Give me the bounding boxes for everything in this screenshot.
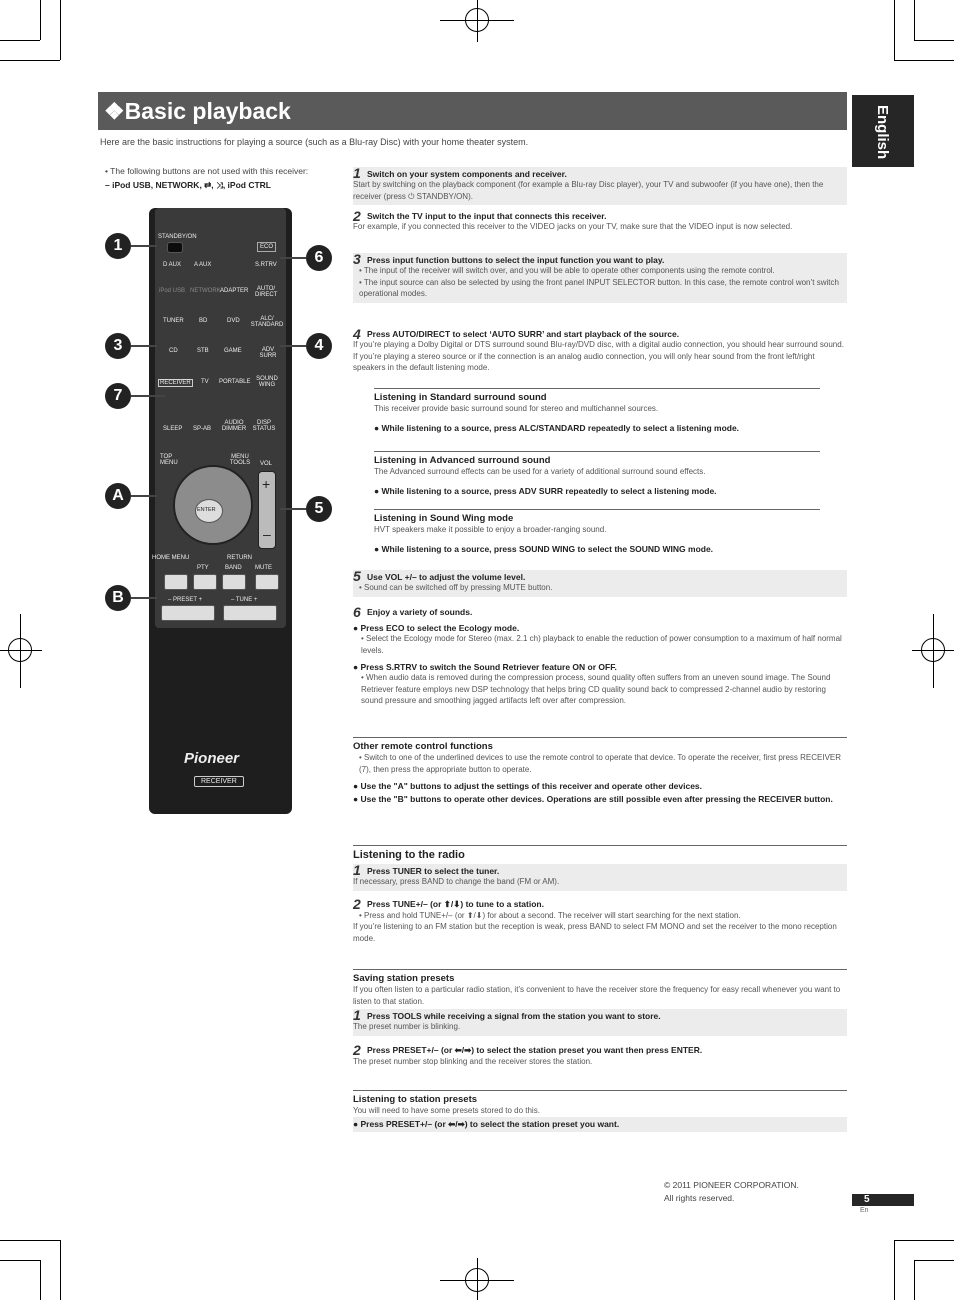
step-6: 6 Enjoy a variety of sounds. ● Press ECO to select the Ecology mode. • Select the Ecology mode for Stereo (max. 2.1 ch) playback to enable the reduction of power consumption to a maximum of half normal levels. ● Press S.RTRV to switch the Sound Retriever feature ON or OFF. • When audio data is removed during the compression process, sound quality often suffers from an uneven sound image. The Sound Retriever feature employs new DSP technology that helps bring CD quality sound back to compressed 2-channel audio by restoring sound pressure and smoothing jagged artifacts left over after compression. <box>353 604 842 705</box>
receiver-badge: RECEIVER <box>194 776 244 787</box>
step-2: 2 Switch the TV input to the input that connects this receiver. For example, if you connected this receiver to the VIDEO jacks on your TV, make sure that the VIDEO input is now selected. <box>353 208 793 231</box>
language-tab: English <box>852 95 914 167</box>
preset-label: – PRESET + <box>168 597 203 603</box>
registration-mark <box>477 0 478 42</box>
callout-line <box>131 495 157 497</box>
bd-label: BD <box>199 318 208 324</box>
registration-mark <box>477 1258 478 1300</box>
note: • The following buttons are not used with this receiver: – iPod USB, NETWORK, ⇄, ⤨, iPod CTRL <box>105 166 309 190</box>
callout-line <box>131 345 157 347</box>
callout-1: 1 <box>105 233 131 259</box>
crop-mark <box>40 1260 41 1300</box>
game-label: GAME <box>224 348 242 354</box>
tuner-label: TUNER <box>163 318 184 324</box>
mode-standard: Listening in Standard surround sound This receiver provide basic surround sound for stereo and multichannel sources. ● While listening to a source, press ALC/STANDARD repeatedly to select a listening mode. <box>374 388 820 433</box>
pause-button <box>164 574 188 590</box>
tune-label: – TUNE + <box>231 597 258 603</box>
callout-5: 5 <box>306 496 332 522</box>
other-functions: Other remote control functions • Switch to one of the underlined devices to use the remote control to operate that device. To operate the receiver, first press RECEIVER (7), then press the appropriate button to operate. ● Use the "A" buttons to adjust the settings of this receiver and operate other devices. ● Use the "B" buttons to operate other devices. Operations are still possible even after pressing the RECEIVER button. <box>353 737 847 804</box>
crop-mark <box>0 40 40 41</box>
callout-line <box>280 345 306 347</box>
stb-label: STB <box>197 348 209 354</box>
topmenu-label: TOP MENU <box>160 454 178 466</box>
crop-mark <box>0 60 60 61</box>
receiver-label: RECEIVER <box>160 380 191 386</box>
cd-label: CD <box>169 348 178 354</box>
callout-a: A <box>105 483 131 509</box>
crop-mark <box>0 1260 40 1261</box>
alc-label: ALC/ STANDARD <box>250 316 284 328</box>
spab-label: SP-AB <box>193 426 212 432</box>
standby-button <box>167 242 183 253</box>
step-4: 4 Press AUTO/DIRECT to select ‘AUTO SURR’ and start playback of the source. If you’re playing a Dolby Digital or DTS surround sound Blu-ray/DVD disc, with a digital audio connection, you should hear surround sound. If you’re playing a stereo source or if the connection is an analog audio connection, you will only hear sound from the front left/right speakers in the default listening mode. <box>353 326 844 372</box>
advsurr-label: ADV SURR <box>259 347 277 359</box>
aaux-label: A AUX <box>194 262 212 268</box>
callout-b: B <box>105 585 131 611</box>
pty-label: PTY <box>197 565 209 571</box>
mode-soundwing: Listening in Sound Wing mode HVT speakers make it possible to enjoy a broader-ranging sound. ● While listening to a source, press SOUND WING to select the SOUND WING mode. <box>374 509 820 554</box>
menutools-label: MENU TOOLS <box>229 454 251 466</box>
callout-4: 4 <box>306 333 332 359</box>
homemenu-label: HOME MENU <box>152 555 190 561</box>
crop-mark <box>894 60 954 61</box>
registration-mark <box>933 614 934 688</box>
daux-label: D AUX <box>163 262 182 268</box>
callout-line <box>131 395 165 397</box>
band-label: BAND <box>225 565 242 571</box>
registration-mark <box>0 650 42 651</box>
crop-mark <box>914 1260 915 1300</box>
page-title: ❖Basic playback <box>98 92 847 130</box>
stop-button <box>193 574 217 590</box>
mode-advanced: Listening in Advanced surround sound The Advanced surround effects can be used for a variety of additional surround sound effects. ● While listening to a source, press ADV SURR repeatedly to select a listening mode. <box>374 451 820 496</box>
sleep-label: SLEEP <box>163 426 183 432</box>
remote-control-illustration <box>149 208 292 814</box>
tune-buttons <box>223 605 277 621</box>
crop-mark <box>914 1260 954 1261</box>
step-5: 5 Use VOL +/– to adjust the volume level. • Sound can be switched off by pressing MUTE button. <box>353 570 847 597</box>
mute-label: MUTE <box>255 565 272 571</box>
intro-text: Here are the basic instructions for playing a source (such as a Blu-ray Disc) with your home theater system. <box>100 137 529 147</box>
portable-label: PORTABLE <box>219 379 251 385</box>
listening-presets: Listening to station presets You will need to have some presets stored to do this. ● Press PRESET+/– (or ⬅/➡) to select the station preset you want. <box>353 1090 847 1132</box>
callout-line <box>131 245 157 247</box>
crop-mark <box>894 0 895 60</box>
callout-line <box>280 508 306 510</box>
crop-mark <box>914 0 915 40</box>
soundwing-label: SOUND WING <box>256 376 278 388</box>
language-code: En <box>860 1207 869 1214</box>
vol-minus-icon: – <box>263 526 271 542</box>
callout-3: 3 <box>105 333 131 359</box>
audio-dimmer-label: AUDIO DIMMER <box>221 420 247 432</box>
return-label: RETURN <box>227 555 252 561</box>
autodirect-label: AUTO/ DIRECT <box>255 286 278 298</box>
vol-plus-icon: + <box>262 476 271 492</box>
srtrv-label: S.RTRV <box>255 262 277 268</box>
crop-mark <box>0 1240 60 1241</box>
crop-mark <box>40 0 41 40</box>
mute-button <box>255 574 279 590</box>
crop-mark <box>894 1240 895 1300</box>
pioneer-logo: Pioneer <box>184 750 240 767</box>
callout-line <box>280 257 306 259</box>
step-1: 1 Switch on your system components and receiver. Start by switching on the playback component (for example a Blu-ray Disc player), your TV and subwoofer (if you have one), then the receiver (press ⏻ STANDBY/ON). <box>353 167 847 205</box>
tv-label: TV <box>201 379 209 385</box>
play-button <box>222 574 246 590</box>
crop-mark <box>60 0 61 60</box>
vol-label: VOL <box>260 461 273 467</box>
crop-mark <box>914 40 954 41</box>
saving-presets: Saving station presets If you often listen to a particular radio station, it’s convenient to have the receiver store the frequency for easy recall whenever you want to listen to that station. 1 Press TOOLS while receiving a signal from the station you want to store. The preset number is blinking. 2 Press PRESET+/– (or ⬅/➡) to select the station preset you want then press ENTER. The preset number stop blinking and the receiver stores the station. <box>353 969 847 1067</box>
radio-section: Listening to the radio 1 Press TUNER to select the tuner. If necessary, press BAND to change the band (FM or AM). 2 Press TUNE+/– (or ⬆/⬇) to tune to a station. • Press and hold TUNE+/– (or ⬆/⬇) for about a second. The receiver will start searching for the next station. If you’re listening to an FM station but the reception is weak, press BAND to select FM MONO and set the receiver to the mono reception mode. <box>353 845 847 944</box>
dvd-label: DVD <box>227 318 240 324</box>
adapter-label: ADAPTER <box>220 288 249 294</box>
copyright: © 2011 PIONEER CORPORATION. All rights reserved. <box>664 1180 799 1203</box>
enter-label: ENTER <box>197 507 216 513</box>
registration-mark <box>20 614 21 688</box>
crop-mark <box>894 1240 954 1241</box>
page-number: 5 <box>852 1194 914 1206</box>
ipodusb-label: iPod USB <box>159 288 186 294</box>
callout-7: 7 <box>105 383 131 409</box>
standby-label: STANDBY/ON <box>158 234 197 240</box>
callout-6: 6 <box>306 245 332 271</box>
crop-mark <box>60 1240 61 1300</box>
network-label: NETWORK <box>190 288 221 294</box>
preset-buttons <box>161 605 215 621</box>
disp-status-label: DISP STATUS <box>252 420 276 432</box>
callout-line <box>131 597 157 599</box>
step-3: 3 Press input function buttons to select the input function you want to play. • The input of the receiver will switch over, and you will be able to operate other components using the remote control. • The input source can also be selected by using the front panel INPUT SELECTOR button. In this case, the remote control won’t switch operational modes. <box>353 253 847 303</box>
eco-label: ECO <box>257 242 276 252</box>
